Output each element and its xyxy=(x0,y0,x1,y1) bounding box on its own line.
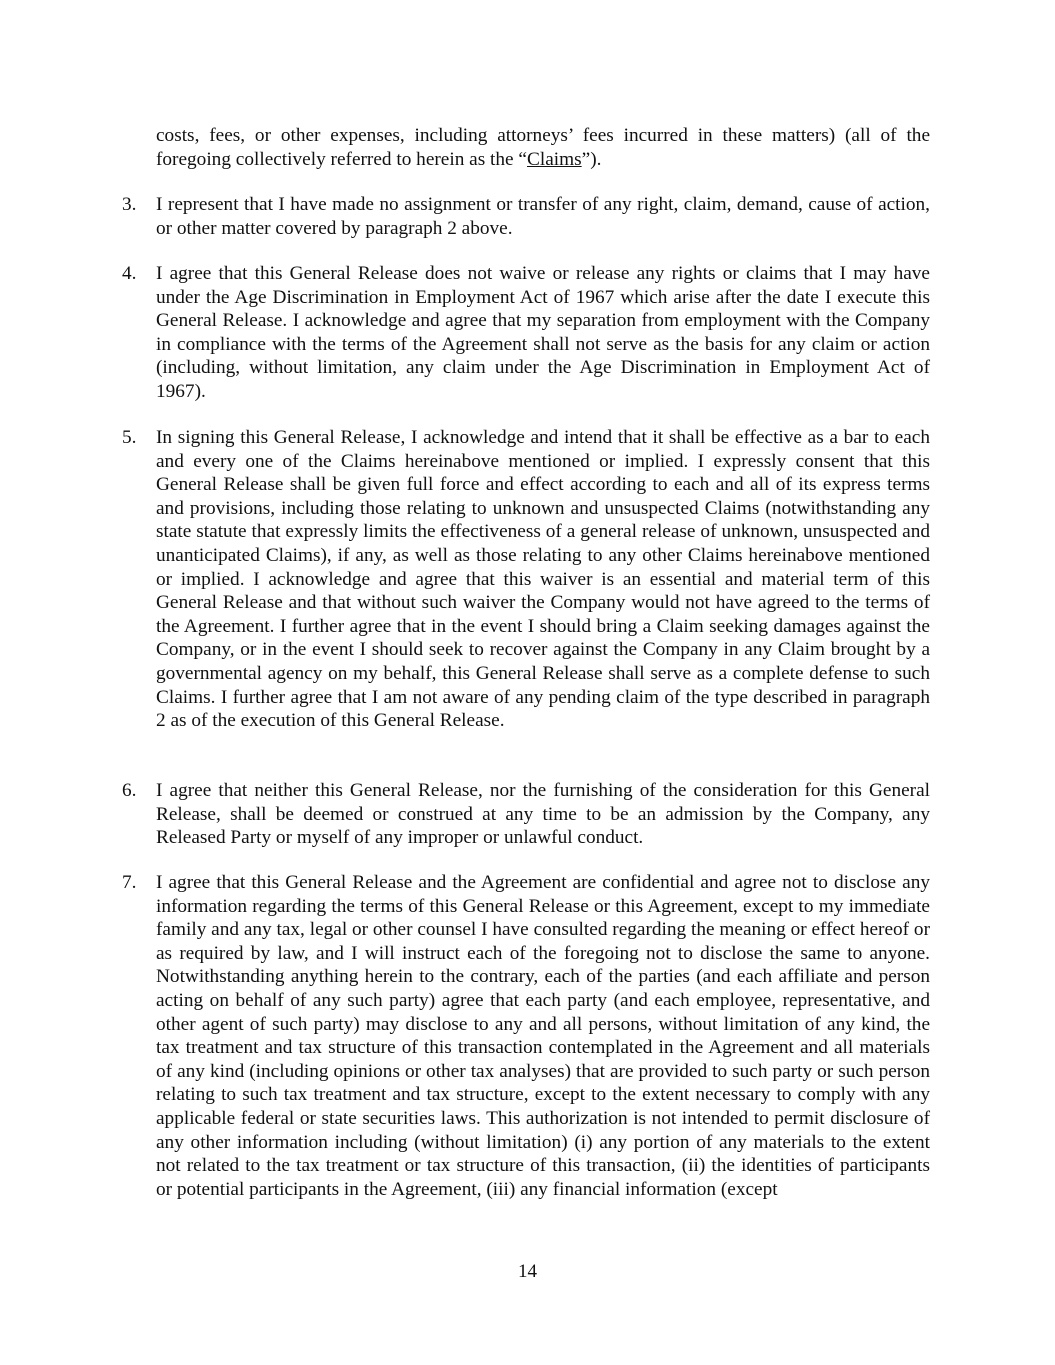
paragraph-number: 4. xyxy=(122,263,137,284)
paragraph-text: I agree that this General Release does not waive or release any rights or claims that I may have under the Age Discrimination in Employment Act of 1967 which arise after the date I execute this General Release. I acknowledge and agree that my separation from employment with the Company in compliance with the terms of the Agreement shall not serve as the basis for any claim or action (including, without limitation, any claim under the Age Discrimination in Employment Act of 1967). xyxy=(156,263,930,402)
continuation-text: costs, fees, or other expenses, including attorneys’ fees incurred in these matters) (all of the foregoing collectively referred to herein as the “ xyxy=(156,125,930,170)
defined-term-claims: Claims xyxy=(527,148,582,170)
paragraph-text: I represent that I have made no assignment or transfer of any right, claim, demand, cause of action, or other matter covered by paragraph 2 above. xyxy=(156,194,930,239)
paragraph-number: 7. xyxy=(122,872,137,893)
continuation-text-end: ”). xyxy=(581,148,602,170)
paragraph-number: 3. xyxy=(122,194,137,215)
paragraph-number: 5. xyxy=(122,427,137,448)
paragraph-text: I agree that neither this General Release, nor the furnishing of the consideration for this General Release, shall be deemed or construed at any time to be an admission by the Company, any Released Party or myself of any improper or unlawful conduct. xyxy=(156,780,930,849)
continuation-paragraph xyxy=(156,124,930,171)
page-number: 14 xyxy=(518,1261,537,1282)
paragraph-text: I agree that this General Release and the Agreement are confidential and agree not to disclose any information regarding the terms of this General Release or this Agreement, except to my immediate family and any tax, legal or other counsel I have consulted regarding the meaning or effect hereof or as required by law, and I will instruct each of the foregoing not to disclose the same to anyone. Notwithstanding anything herein to the contrary, each of the parties (and each affiliate and person acting on behalf of any such party) agree that each party (and each employee, representative, and other agent of such party) may disclose to any and all persons, without limitation of any kind, the tax treatment and tax structure of this transaction contemplated in the Agreement and all materials of any kind (including opinions or other tax analyses) that are provided to such party or such person relating to such tax treatment and tax structure, except to the extent necessary to comply with any applicable federal or state securities laws. This authorization is not intended to permit disclosure of any other information including (without limitation) (i) any portion of any materials to the extent not related to the tax treatment or tax structure of this transaction, (ii) the identities of participants or potential participants in the Agreement, (iii) any financial information (except xyxy=(156,872,930,1200)
paragraph-text: In signing this General Release, I acknowledge and intend that it shall be effective as a bar to each and every one of the Claims hereinabove mentioned or implied. I expressly consent that this General Release shall be given full force and effect according to each and all of its express terms and provisions, including those relating to unknown and unsuspected Claims (notwithstanding any state statute that expressly limits the effectiveness of a general release of unknown, unsuspected and unanticipated Claims), if any, as well as those relating to any other Claims hereinabove mentioned or implied. I acknowledge and agree that this waiver is an essential and material term of this General Release and that without such waiver the Company would not have agreed to the terms of the Agreement. I further agree that in the event I should bring a Claim seeking damages against the Company, or in the event I should seek to recover against the Company in any Claim brought by a governmental agency on my behalf, this General Release shall serve as a complete defense to such Claims. I further agree that I am not aware of any pending claim of the type described in paragraph 2 as of the execution of this General Release. xyxy=(156,427,930,732)
paragraph-number: 6. xyxy=(122,780,137,801)
